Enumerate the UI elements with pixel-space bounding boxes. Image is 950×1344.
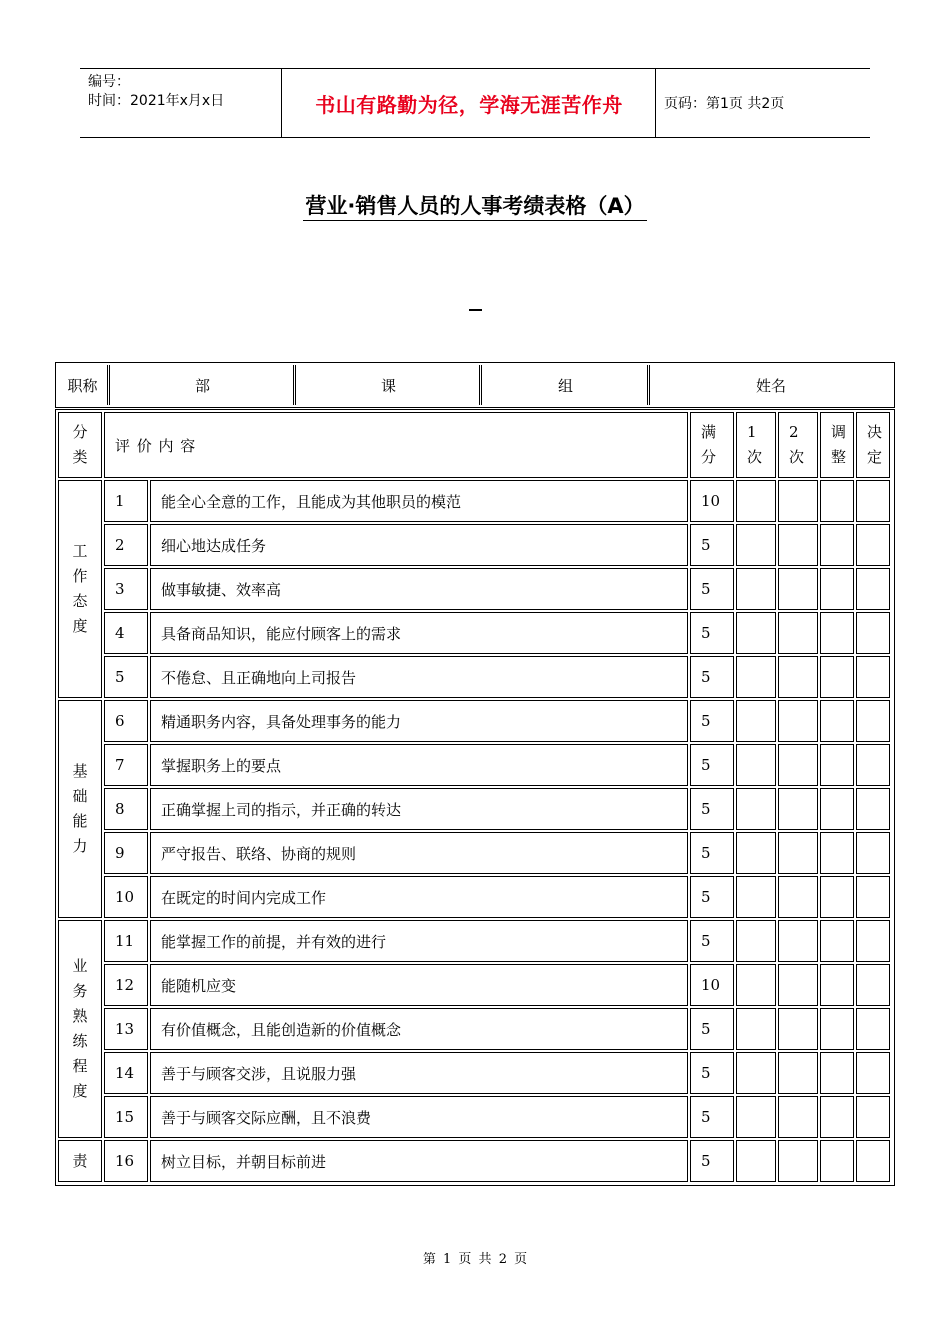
row-adjust-score[interactable] <box>820 1140 854 1182</box>
page-info: 页码：第1页 共2页 <box>664 96 785 112</box>
row-full-score: 10 <box>690 480 734 522</box>
row-second-score[interactable] <box>778 568 818 610</box>
row-criterion: 掌握职务上的要点 <box>150 744 688 786</box>
dept-label: 部 <box>112 365 296 405</box>
row-number: 7 <box>104 744 148 786</box>
row-second-score[interactable] <box>778 612 818 654</box>
row-first-score[interactable] <box>736 920 776 962</box>
page-title: 营业·销售人员的人事考绩表格（A） <box>303 194 646 221</box>
header-adjust: 调 整 <box>820 412 854 478</box>
row-full-score: 5 <box>690 832 734 874</box>
row-criterion: 细心地达成任务 <box>150 524 688 566</box>
row-number: 6 <box>104 700 148 742</box>
row-second-score[interactable] <box>778 744 818 786</box>
row-full-score: 10 <box>690 964 734 1006</box>
row-criterion: 精通职务内容，具备处理事务的能力 <box>150 700 688 742</box>
row-number: 11 <box>104 920 148 962</box>
row-first-score[interactable] <box>736 1140 776 1182</box>
row-decision-score[interactable] <box>856 920 890 962</box>
row-number: 15 <box>104 1096 148 1138</box>
row-full-score: 5 <box>690 1008 734 1050</box>
row-first-score[interactable] <box>736 1096 776 1138</box>
row-criterion: 善于与顾客交涉，且说服力强 <box>150 1052 688 1094</box>
row-decision-score[interactable] <box>856 788 890 830</box>
row-full-score: 5 <box>690 1052 734 1094</box>
row-adjust-score[interactable] <box>820 656 854 698</box>
row-criterion: 能掌握工作的前提，并有效的进行 <box>150 920 688 962</box>
row-second-score[interactable] <box>778 480 818 522</box>
document-header <box>80 68 870 138</box>
info-row <box>55 362 895 408</box>
row-second-score[interactable] <box>778 788 818 830</box>
row-full-score: 5 <box>690 876 734 918</box>
row-full-score: 5 <box>690 744 734 786</box>
row-second-score[interactable] <box>778 1140 818 1182</box>
row-adjust-score[interactable] <box>820 1052 854 1094</box>
row-second-score[interactable] <box>778 832 818 874</box>
name-label: 姓名 <box>755 376 786 395</box>
row-number: 8 <box>104 788 148 830</box>
group-work-attitude: 工 作 态 度 <box>58 480 102 698</box>
row-full-score: 5 <box>690 700 734 742</box>
row-full-score: 5 <box>690 1096 734 1138</box>
group-responsibility: 责 <box>58 1140 102 1182</box>
row-adjust-score[interactable] <box>820 788 854 830</box>
row-criterion: 具备商品知识，能应付顾客上的需求 <box>150 612 688 654</box>
row-decision-score[interactable] <box>856 1140 890 1182</box>
row-adjust-score[interactable] <box>820 700 854 742</box>
group-label: 组 <box>484 365 650 405</box>
page-title-wrap <box>0 190 950 220</box>
row-number: 5 <box>104 656 148 698</box>
row-adjust-score[interactable] <box>820 744 854 786</box>
row-second-score[interactable] <box>778 1096 818 1138</box>
row-first-score[interactable] <box>736 612 776 654</box>
row-number: 2 <box>104 524 148 566</box>
row-second-score[interactable] <box>778 656 818 698</box>
row-full-score: 5 <box>690 524 734 566</box>
row-first-score[interactable] <box>736 1052 776 1094</box>
row-number: 14 <box>104 1052 148 1094</box>
row-criterion: 不倦怠、且正确地向上司报告 <box>150 656 688 698</box>
section-label: 课 <box>298 365 482 405</box>
position-label: 职称 <box>58 365 110 405</box>
row-adjust-score[interactable] <box>820 1008 854 1050</box>
row-first-score[interactable] <box>736 656 776 698</box>
row-decision-score[interactable] <box>856 1052 890 1094</box>
page-footer: 第 1 页 共 2 页 <box>422 1252 528 1267</box>
row-number: 1 <box>104 480 148 522</box>
row-criterion: 做事敏捷、效率高 <box>150 568 688 610</box>
row-decision-score[interactable] <box>856 480 890 522</box>
group-business-proficiency: 业 务 熟 练 程 度 <box>58 920 102 1138</box>
header-content: 评 价 内 容 <box>104 412 688 478</box>
row-decision-score[interactable] <box>856 656 890 698</box>
header-full-score: 满 分 <box>690 412 734 478</box>
row-first-score[interactable] <box>736 1008 776 1050</box>
row-adjust-score[interactable] <box>820 1096 854 1138</box>
row-decision-score[interactable] <box>856 1096 890 1138</box>
row-criterion: 正确掌握上司的指示，并正确的转达 <box>150 788 688 830</box>
row-adjust-score[interactable] <box>820 964 854 1006</box>
row-full-score: 5 <box>690 920 734 962</box>
row-first-score[interactable] <box>736 788 776 830</box>
row-adjust-score[interactable] <box>820 612 854 654</box>
row-decision-score[interactable] <box>856 1008 890 1050</box>
row-number: 16 <box>104 1140 148 1182</box>
number-label: 编号： <box>88 74 130 90</box>
row-second-score[interactable] <box>778 1052 818 1094</box>
row-second-score[interactable] <box>778 876 818 918</box>
group-basic-ability: 基 础 能 力 <box>58 700 102 918</box>
time-label: 时间：2021年x月x日 <box>88 93 225 109</box>
dash-mark <box>469 309 482 311</box>
row-criterion: 在既定的时间内完成工作 <box>150 876 688 918</box>
row-second-score[interactable] <box>778 920 818 962</box>
row-full-score: 5 <box>690 788 734 830</box>
row-number: 4 <box>104 612 148 654</box>
row-second-score[interactable] <box>778 524 818 566</box>
row-first-score[interactable] <box>736 964 776 1006</box>
row-number: 3 <box>104 568 148 610</box>
row-criterion: 善于与顾客交际应酬，且不浪费 <box>150 1096 688 1138</box>
row-adjust-score[interactable] <box>820 480 854 522</box>
row-second-score[interactable] <box>778 964 818 1006</box>
header-second: 2 次 <box>778 412 818 478</box>
header-first: 1 次 <box>736 412 776 478</box>
row-decision-score[interactable] <box>856 568 890 610</box>
row-second-score[interactable] <box>778 700 818 742</box>
row-full-score: 5 <box>690 612 734 654</box>
row-first-score[interactable] <box>736 700 776 742</box>
row-criterion: 树立目标，并朝目标前进 <box>150 1140 688 1182</box>
row-first-score[interactable] <box>736 480 776 522</box>
row-number: 12 <box>104 964 148 1006</box>
row-number: 13 <box>104 1008 148 1050</box>
row-decision-score[interactable] <box>856 964 890 1006</box>
row-number: 9 <box>104 832 148 874</box>
row-first-score[interactable] <box>736 876 776 918</box>
row-decision-score[interactable] <box>856 876 890 918</box>
row-adjust-score[interactable] <box>820 524 854 566</box>
row-full-score: 5 <box>690 1140 734 1182</box>
row-decision-score[interactable] <box>856 744 890 786</box>
row-adjust-score[interactable] <box>820 832 854 874</box>
row-second-score[interactable] <box>778 1008 818 1050</box>
row-first-score[interactable] <box>736 568 776 610</box>
row-first-score[interactable] <box>736 524 776 566</box>
row-criterion: 能随机应变 <box>150 964 688 1006</box>
row-first-score[interactable] <box>736 744 776 786</box>
row-criterion: 严守报告、联络、协商的规则 <box>150 832 688 874</box>
row-criterion: 有价值概念，且能创造新的价值概念 <box>150 1008 688 1050</box>
row-number: 10 <box>104 876 148 918</box>
row-first-score[interactable] <box>736 832 776 874</box>
motto: 书山有路勤为径，学海无涯苦作舟 <box>315 92 623 117</box>
row-criterion: 能全心全意的工作，且能成为其他职员的模范 <box>150 480 688 522</box>
header-decision: 决 定 <box>856 412 890 478</box>
row-adjust-score[interactable] <box>820 568 854 610</box>
row-decision-score[interactable] <box>856 832 890 874</box>
row-full-score: 5 <box>690 568 734 610</box>
row-adjust-score[interactable] <box>820 876 854 918</box>
row-decision-score[interactable] <box>856 700 890 742</box>
evaluation-table <box>55 409 895 1186</box>
header-category: 分 类 <box>58 412 102 478</box>
row-decision-score[interactable] <box>856 524 890 566</box>
row-decision-score[interactable] <box>856 612 890 654</box>
row-adjust-score[interactable] <box>820 920 854 962</box>
row-full-score: 5 <box>690 656 734 698</box>
header-meta <box>88 73 224 111</box>
